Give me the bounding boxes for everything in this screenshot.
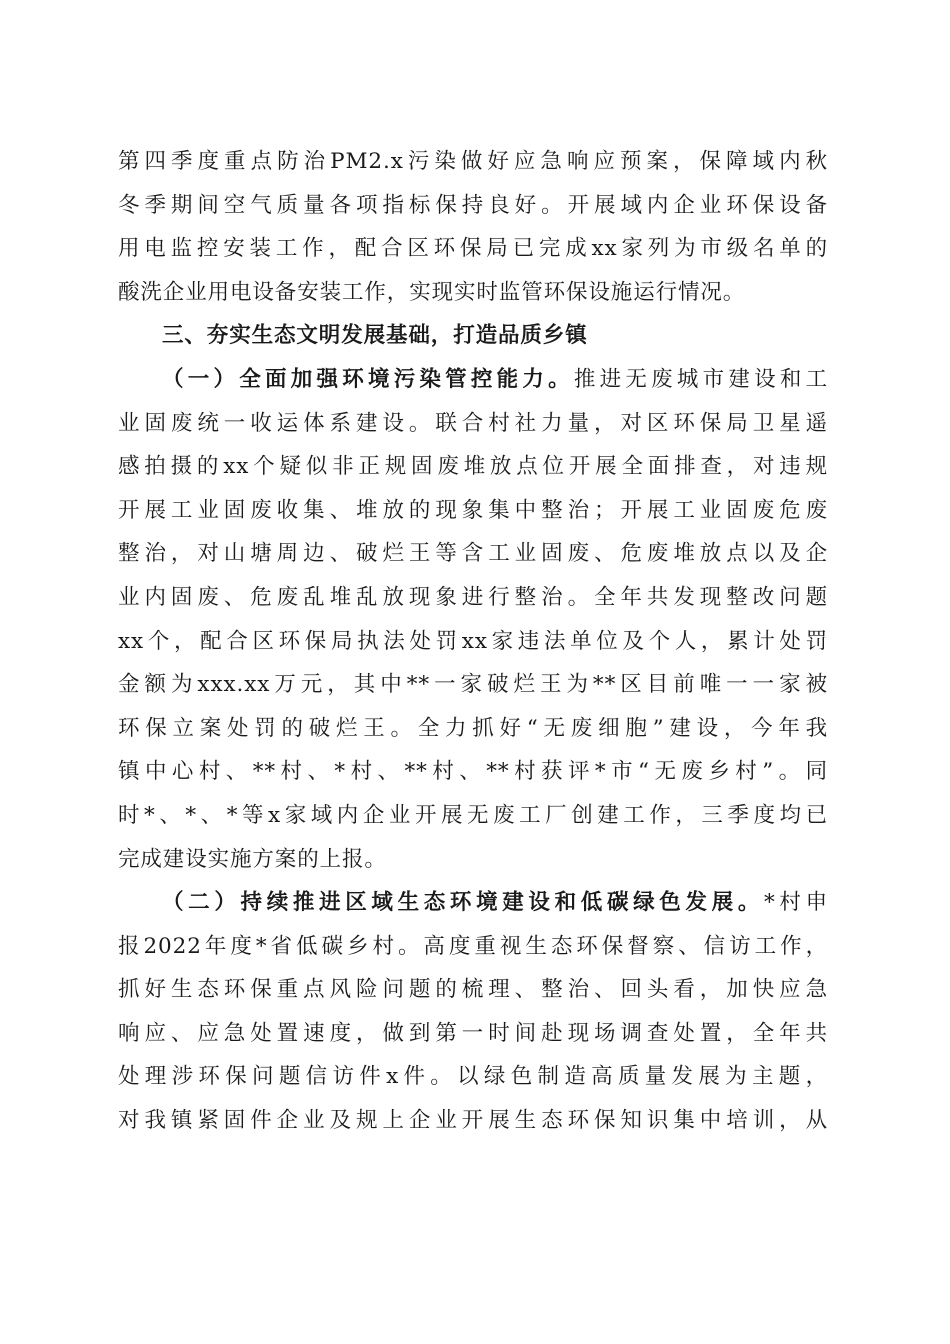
- para2-line-5: 整治，对山塘周边、破烂王等含工业固废、危废堆放点以及企: [118, 541, 828, 567]
- para2-line-4: 开展工业固废收集、堆放的现象集中整治；开展工业固废危废: [118, 497, 828, 523]
- para2-line-7: xx个，配合区环保局执法处罚xx家违法单位及个人，累计处罚: [118, 628, 828, 654]
- para2-line-6: 业内固废、危废乱堆乱放现象进行整治。全年共发现整改问题: [118, 584, 828, 610]
- para1-line-4: 酸洗企业用电设备安装工作，实现实时监管环保设施运行情况。: [118, 279, 746, 305]
- para2-lead-bold: （一）全面加强环境污染管控能力。: [162, 366, 574, 392]
- para3-line-4: 响应、应急处置速度，做到第一时间赴现场调查处置，全年共: [118, 1020, 828, 1046]
- para1-line-2: 冬季期间空气质量各项指标保持良好。开展域内企业环保设备: [118, 192, 828, 218]
- para3-line-6: 对我镇紧固件企业及规上企业开展生态环保知识集中培训，从: [118, 1108, 828, 1134]
- para1-line-3: 用电监控安装工作，配合区环保局已完成xx家列为市级名单的: [118, 236, 828, 262]
- para2-line-8: 金额为xxx.xx万元，其中**一家破烂王为**区目前唯一一家被: [118, 672, 828, 698]
- para3-line-1: [118, 881, 828, 925]
- document-page: [118, 140, 828, 1143]
- section-heading-3: 三、夯实生态文明发展基础，打造品质乡镇: [162, 323, 588, 349]
- para1-line-1: 第四季度重点防治PM2.x污染做好应急响应预案，保障域内秋: [118, 149, 828, 174]
- para3-line-3: 抓好生态环保重点风险问题的梳理、整治、回头看，加快应急: [118, 977, 828, 1003]
- para3-line-2: 报2022年度*省低碳乡村。高度重视生态环保督察、信访工作，: [118, 933, 828, 959]
- para2-line-1: [118, 358, 828, 402]
- para2-line-3: 感拍摄的xx个疑似非正规固废堆放点位开展全面排查，对违规: [118, 454, 828, 480]
- para3-lead-bold: （二）持续推进区域生态环境建设和低碳绿色发展。: [162, 890, 764, 916]
- para2-line-11: 时*、*、*等x家域内企业开展无废工厂创建工作，三季度均已: [118, 802, 828, 828]
- para3-line-1-text: *村申: [764, 890, 828, 916]
- para2-line-1-text: 推进无废城市建设和工: [573, 366, 828, 392]
- para3-line-5: 处理涉环保问题信访件x件。以绿色制造高质量发展为主题，: [118, 1064, 828, 1090]
- para2-line-12: 完成建设实施方案的上报。: [118, 846, 387, 872]
- para2-line-10: 镇中心村、**村、*村、**村、**村获评*市“无废乡村”。同: [118, 759, 828, 785]
- para2-line-2: 业固废统一收运体系建设。联合村社力量，对区环保局卫星遥: [118, 410, 828, 436]
- para2-line-9: 环保立案处罚的破烂王。全力抓好“无废细胞”建设，今年我: [118, 715, 828, 741]
